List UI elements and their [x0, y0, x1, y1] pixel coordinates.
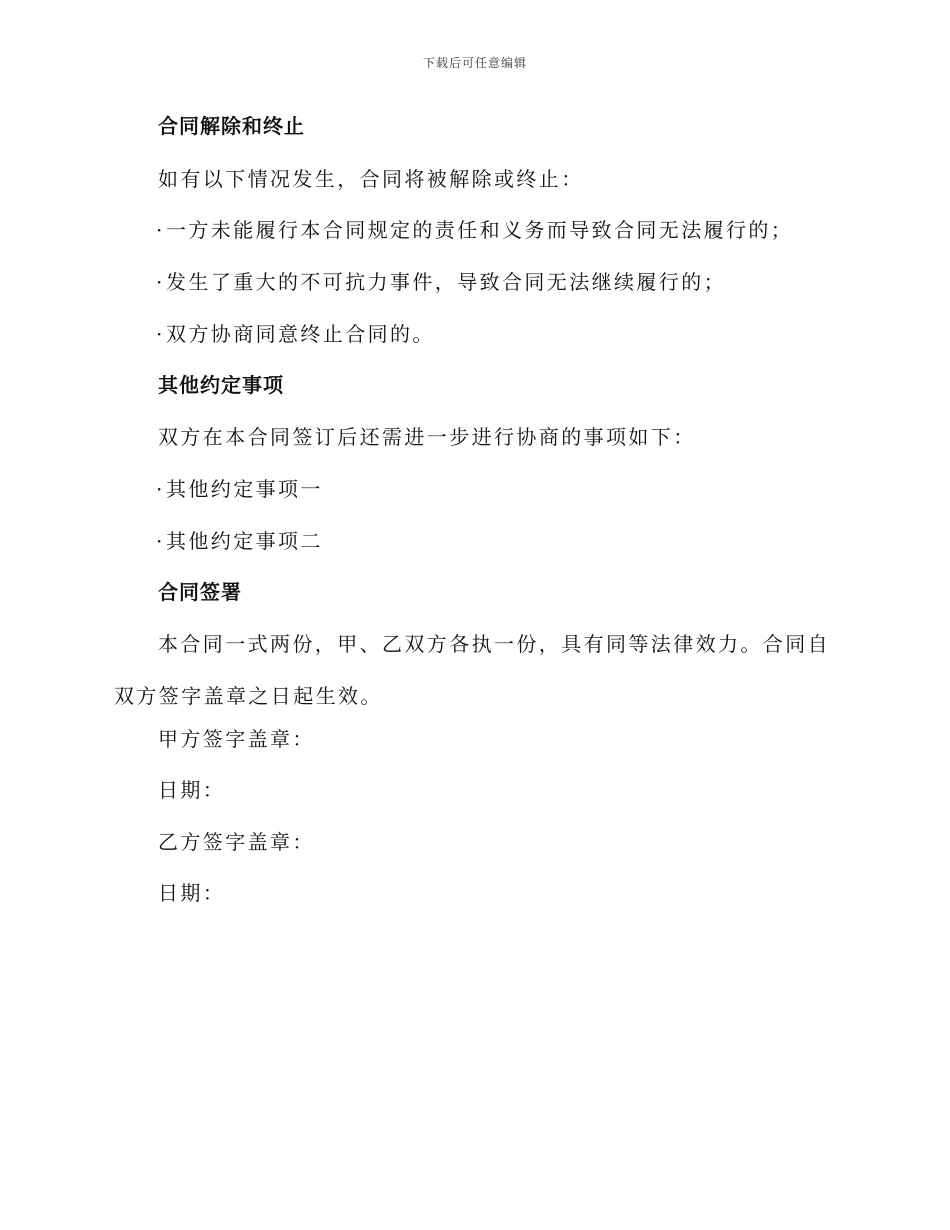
section-heading-signing: 合同签署: [158, 580, 242, 604]
bullet-mark: ·: [156, 270, 165, 294]
party-a-signature-label: 甲方签字盖章：: [158, 727, 315, 751]
party-b-signature-label: 乙方签字盖章：: [158, 830, 315, 854]
bullet-mark: ·: [156, 477, 165, 501]
list-item-text: 其他约定事项二: [166, 529, 323, 553]
list-item: [158, 528, 323, 554]
list-item-text: 发生了重大的不可抗力事件，导致合同无法继续履行的；: [166, 270, 726, 294]
bullet-mark: ·: [156, 529, 165, 553]
bullet-mark: ·: [156, 322, 165, 346]
list-item-text: 一方未能履行本合同规定的责任和义务而导致合同无法履行的；: [166, 218, 794, 242]
party-b-date-label: 日期：: [158, 881, 226, 905]
signing-paragraph: 本合同一式两份，甲、乙双方各执一份，具有同等法律效力。合同自双方签字盖章之日起生效。: [114, 632, 830, 708]
list-item: [158, 269, 726, 295]
termination-intro: 如有以下情况发生，合同将被解除或终止：: [158, 167, 584, 191]
page-header: 下载后可任意编辑: [422, 56, 527, 70]
other-intro: 双方在本合同签订后还需进一步进行协商的事项如下：: [158, 425, 696, 449]
list-item: [158, 217, 793, 243]
list-item: [158, 321, 435, 347]
section-heading-other: 其他约定事项: [158, 373, 284, 397]
section-heading-termination: 合同解除和终止: [158, 114, 305, 138]
party-a-date-label: 日期：: [158, 778, 226, 802]
bullet-mark: ·: [156, 218, 165, 242]
list-item-text: 其他约定事项一: [166, 477, 323, 501]
list-item: [158, 476, 323, 502]
list-item-text: 双方协商同意终止合同的。: [166, 322, 435, 346]
